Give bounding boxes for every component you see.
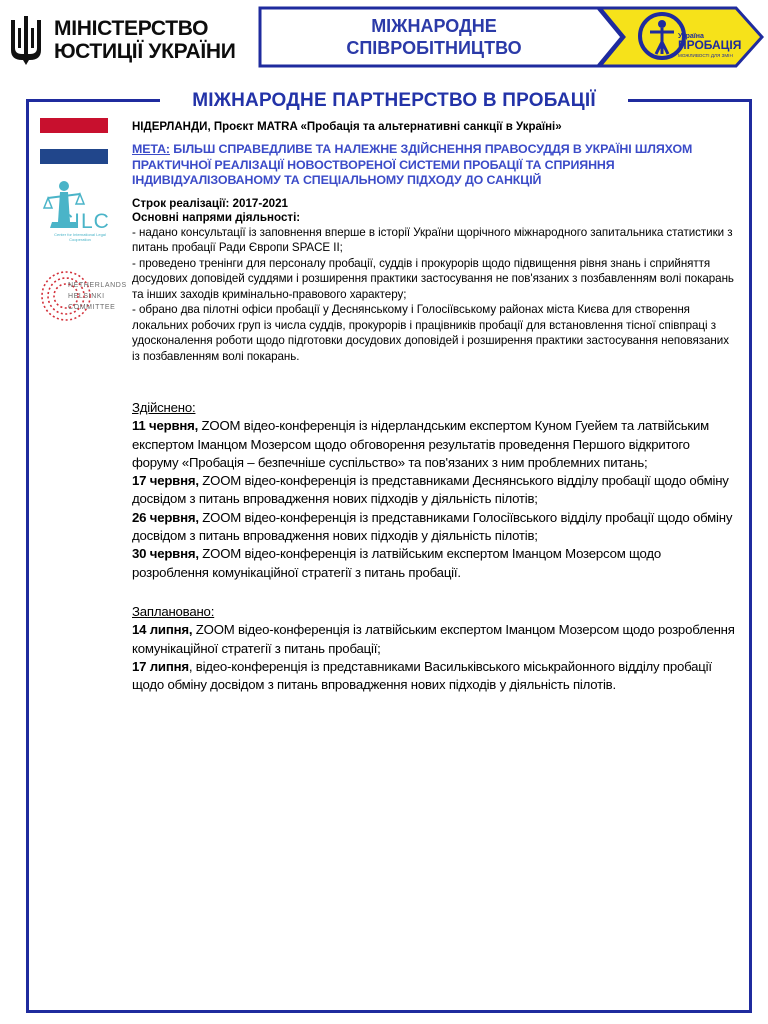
goal-text: БІЛЬШ СПРАВЕДЛИВЕ ТА НАЛЕЖНЕ ЗДІЙСНЕННЯ ПРАВОСУДДЯ В УКРАЇНІ ШЛЯХОМ ПРАКТИЧНОЇ РЕАЛІЗАЦІЇ НОВОСТВОРЕНОЇ СИСТЕМИ ПРОБАЦІЇ ТА СПРИЯННЯ ІНДИВІДУАЛІЗОВАНОМУ ТА СПЕЦІАЛЬНОМУ ПІДХОДУ ДО САНКЦІЙ	[132, 142, 693, 187]
directions-heading: Основні напрями діяльності:	[132, 210, 301, 224]
ministry-name-line2: ЮСТИЦІЇ УКРАЇНИ	[54, 40, 236, 63]
done-item-text: ZOOM відео-конференція із представниками Голосіївського відділу пробації щодо обміну досвідом з питань впровадження нових підходів у діяльність пілотів;	[132, 509, 733, 544]
nhc-line1: NETHERLANDS	[68, 282, 127, 289]
probation-logo-line3: МОЖЛИВОСТІ ДЛЯ ЗМІН	[678, 53, 733, 58]
project-goal	[132, 142, 738, 189]
helsinki-committee-text	[68, 280, 127, 313]
done-item-text: ZOOM відео-конференція із нідерландським експертом Куном Гуейем та латвійським експертом Іманцом Мозерсом щодо обговорення результатів проведення Першого відкритого форуму «Пробація – безпечніше суспільство» та пов'язаних з ним проблемних питань;	[132, 418, 709, 470]
done-item-date: 30 червня,	[132, 546, 199, 562]
netherlands-flag-icon	[40, 118, 108, 164]
planned-item	[132, 621, 738, 658]
done-item-text: ZOOM відео-конференція із представниками Деснянського відділу пробації щодо обміну досвідом з питань впровадження нових підходів у діяльність пілотів;	[132, 473, 729, 507]
planned-heading: Заплановано:	[132, 604, 215, 619]
done-item-date: 26 червня,	[132, 509, 199, 525]
done-heading: Здійснено:	[132, 400, 196, 415]
frame-title: МІЖНАРОДНЕ ПАРТНЕРСТВО В ПРОБАЦІЇ	[160, 86, 628, 116]
nhc-line3: COMMITTEE	[68, 304, 116, 311]
planned-item	[132, 658, 738, 695]
direction-item: - обрано два пілотні офіси пробації у Деснянському і Голосіївському районах міста Києва для створення локальних робочих груп із числа суддів, прокурорів і працівників пробації для встановлення тісної співпраці з удосконалення роботи щодо підготовки досудових доповідей і розширення практики застосування неповязаних із позбавленням волі покарань.	[132, 303, 729, 363]
probation-logo-line2: ПРОБАЦІЯ	[678, 38, 742, 52]
nhc-line2: HELSINKI	[68, 293, 105, 300]
banner-title-line1: МІЖНАРОДНЕ	[371, 16, 497, 36]
done-item-text: ZOOM відео-конференція із латвійським експертом Іманцом Мозерсом щодо розроблення комунікаційної стратегії з питань пробації.	[132, 546, 662, 580]
implementation-period: Строк реалізації: 2017-2021	[132, 196, 288, 210]
cilc-logo-subtitle: Center for International Legal Cooperation	[54, 232, 106, 242]
trident-icon	[8, 14, 44, 66]
done-item-date: 11 червня,	[132, 418, 199, 434]
banner-title-line2: СПІВРОБІТНИЦТВО	[346, 38, 522, 58]
planned-item-date: 14 липня,	[132, 622, 193, 638]
goal-label: МЕТА:	[132, 142, 170, 156]
done-item-date: 17 червня,	[132, 473, 199, 489]
done-item	[132, 545, 738, 582]
probation-ukraine-logo	[636, 10, 754, 62]
done-section	[132, 399, 738, 582]
direction-item: - проведено тренінги для персоналу пробації, суддів і прокурорів щодо підвищення рівня знань і сприйняття досудових доповідей суддями і розширення практики застосування не пов'язаних з позбавленням волі покарань та інших заходів кримінально-правового характеру;	[132, 256, 734, 301]
project-info	[132, 120, 738, 364]
direction-item: - надано консультації із заповнення вперше в історії України щорічного міжнародного запитальника статистики з питань пробації Ради Європи SPACE II;	[132, 225, 733, 254]
planned-item-text: ZOOM відео-конференція із латвійським експертом Іманцом Мозерсом щодо розроблення комунікаційної стратегії з питань пробації;	[132, 622, 735, 656]
ministry-name-line1: МІНІСТЕРСТВО	[54, 17, 209, 40]
probation-logo-line1: Україна	[678, 33, 704, 40]
done-item	[132, 472, 738, 509]
project-title: НІДЕРЛАНДИ, Проєкт MATRA «Пробація та альтернативні санкції в Україні»	[132, 121, 562, 133]
planned-section	[132, 603, 738, 694]
done-item	[132, 509, 738, 546]
planned-item-date: 17 липня	[132, 658, 189, 674]
done-item	[132, 417, 738, 472]
banner-title	[264, 12, 604, 62]
ministry-logo	[8, 8, 258, 72]
cilc-logo-text: CILC	[58, 210, 110, 233]
planned-item-text: , відео-конференція із представниками Васильківського міськрайонного відділу пробації щодо обміну досвідом з питань впровадження нових підходів у діяльність пілотів.	[132, 658, 712, 693]
